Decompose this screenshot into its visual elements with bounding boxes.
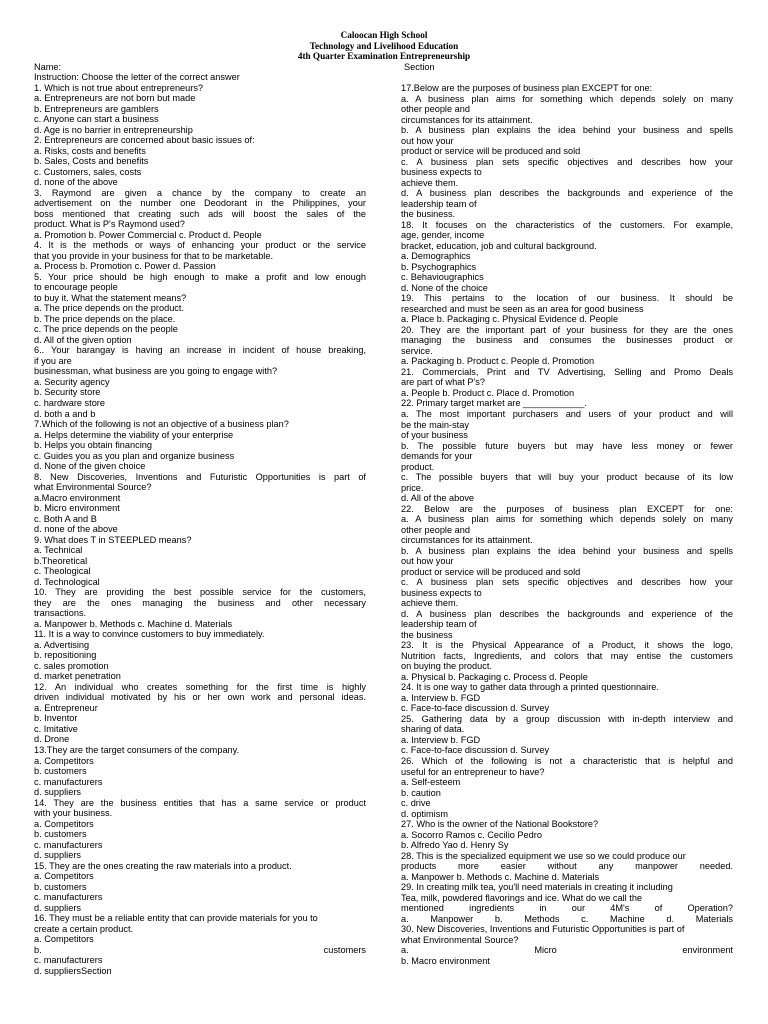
text-line: of your business bbox=[401, 430, 468, 441]
text-line: d. Drone bbox=[34, 734, 70, 745]
text-line: c. A business plan sets specific objectives and describes how your bbox=[401, 156, 733, 167]
text-line: b. Micro environment bbox=[34, 503, 120, 514]
text-line: b. Psychographics bbox=[401, 261, 477, 272]
text-line: 15. They are the ones creating the raw materials into a product. bbox=[34, 860, 292, 871]
text-line: 29. In creating milk tea, you'll need materials in creating it including bbox=[401, 882, 673, 893]
text-line: 17.Below are the purposes of business plan EXCEPT for one: bbox=[401, 83, 653, 93]
text-line: Instruction: Choose the letter of the correct answer bbox=[34, 72, 240, 82]
text-line: 6.. Your barangay is having an increase in incident of house breaking, bbox=[34, 345, 366, 356]
text-line: a. Manpower b. Methods c. Machine d. Materials bbox=[401, 913, 733, 924]
text-line: d. A business plan describes the backgrounds and experience of the bbox=[401, 188, 733, 199]
text-line: 5. Your price should be high enough to make a profit and low enough bbox=[34, 271, 366, 282]
text-line: 3. Raymond are given a chance by the company to create an bbox=[34, 187, 366, 198]
text-line: c. manufacturers bbox=[34, 955, 103, 966]
text-line: to buy it. What the statement means? bbox=[34, 292, 187, 303]
text-line: a. Interview b. FGD bbox=[401, 734, 481, 745]
text-line: products more easier without any manpower needed. bbox=[401, 861, 733, 872]
text-line: 2. Entrepreneurs are concerned about basic issues of: bbox=[34, 135, 255, 146]
text-line: product or service will be produced and sold bbox=[401, 146, 581, 157]
text-line: 7.Which of the following is not an objective of a business plan? bbox=[34, 419, 289, 430]
text-line: a. Process b. Promotion c. Power d. Passion bbox=[34, 261, 216, 272]
text-line: 20. They are the important part of your business for they are the ones bbox=[401, 324, 733, 335]
text-line: c. manufacturers bbox=[34, 776, 103, 787]
text-line: c. Imitative bbox=[34, 723, 78, 734]
text-line: a. Packaging b. Product c. People d. Promotion bbox=[401, 356, 595, 367]
text-line: a. Socorro Ramos c. Cecilio Pedro bbox=[401, 829, 542, 840]
name-label: Name: bbox=[34, 62, 62, 72]
text-line: useful for an entrepreneur to have? bbox=[401, 766, 545, 777]
text-line: product. bbox=[401, 461, 435, 472]
subject-title: Technology and Livelihood Education bbox=[309, 40, 459, 51]
school-name: Caloocan High School bbox=[340, 30, 428, 40]
text-line: b. The possible future buyers but may have less money or fewer bbox=[401, 440, 733, 451]
text-line: the business. bbox=[401, 209, 456, 220]
text-line: demands for your bbox=[401, 451, 473, 462]
text-line: to encourage people bbox=[34, 282, 118, 293]
text-line: a. Competitors bbox=[34, 934, 94, 945]
text-line: b. Entrepreneurs are gamblers bbox=[34, 103, 159, 114]
text-line: 10. They are providing the best possible service for the customers, bbox=[34, 587, 366, 598]
text-line: 26. Which of the following is not a characteristic that is helpful and bbox=[401, 756, 733, 766]
text-line: service. bbox=[401, 345, 433, 356]
text-line: boss mentioned that creating such ads will boost the sales of the bbox=[34, 208, 366, 219]
text-line: c. Customers, sales, costs bbox=[34, 166, 142, 177]
text-line: a. Physical b. Packaging c. Process d. People bbox=[401, 671, 588, 682]
text-line: d. market penetration bbox=[34, 671, 121, 682]
text-line: c. Both A and B bbox=[34, 513, 97, 524]
text-line: Nutrition facts, Ingredients, and colors that may entise the customers bbox=[401, 650, 733, 661]
text-line: a. A business plan aims for something which depends solely on many bbox=[401, 93, 733, 104]
text-line: create a certain product. bbox=[34, 923, 134, 934]
text-line: d. suppliersSection bbox=[34, 965, 112, 976]
text-line: a. A business plan aims for something which depends solely on many bbox=[401, 514, 733, 525]
text-line: b.Theoretical bbox=[34, 555, 88, 566]
text-line: 27. Who is the owner of the National Bookstore? bbox=[401, 819, 599, 830]
text-line: a. Advertising bbox=[34, 639, 90, 650]
text-line: a. Entrepreneur bbox=[34, 702, 98, 713]
text-line: a. Manpower b. Methods c. Machine d. Materials bbox=[34, 618, 233, 629]
text-line: d. None of the given choice bbox=[34, 461, 146, 472]
text-line: achieve them. bbox=[401, 598, 459, 609]
text-line: 30. New Discoveries, Inventions and Futuristic Opportunities is part of bbox=[401, 924, 685, 935]
text-line: out how your bbox=[401, 135, 454, 146]
text-line: a. Promotion b. Power Commercial c. Product d. People bbox=[34, 229, 262, 240]
text-line: product or service will be produced and sold bbox=[401, 566, 581, 577]
text-line: c. The possible buyers that will buy your product because of its low bbox=[401, 472, 733, 483]
text-line: 16. They must be a reliable entity that can provide materials for you to bbox=[34, 913, 318, 924]
text-line: c. Theological bbox=[34, 566, 91, 577]
text-line: d. All of the above bbox=[401, 493, 475, 504]
text-line: a. Demographics bbox=[401, 251, 471, 262]
text-line: what Environmental Source? bbox=[401, 934, 519, 945]
text-line: transactions. bbox=[34, 608, 87, 619]
text-line: b. Security store bbox=[34, 387, 101, 398]
text-line: 25. Gathering data by a group discussion with in-depth interview and bbox=[401, 713, 733, 724]
text-line: price. bbox=[401, 482, 424, 493]
text-line: b. The price depends on the place. bbox=[34, 313, 176, 324]
text-line: d. optimism bbox=[401, 808, 448, 819]
text-line: 11. It is a way to convince customers to buy immediately. bbox=[34, 629, 265, 640]
text-line: c. Face-to-face discussion d. Survey bbox=[401, 745, 550, 756]
text-line: d. suppliers bbox=[34, 850, 81, 861]
text-line: circumstances for its attainment. bbox=[401, 114, 533, 125]
text-line: 24. It is one way to gather data through a printed questionnaire. bbox=[401, 682, 659, 693]
text-line: managing the business and consumes the businesses product or bbox=[401, 335, 733, 346]
text-line: 9. What does T in STEEPLED means? bbox=[34, 534, 192, 545]
text-line: a. The most important purchasers and users of your product and will bbox=[401, 408, 733, 419]
text-line: c. Behaviougraphics bbox=[401, 272, 484, 283]
text-line: b. A business plan explains the idea behind your business and spells bbox=[401, 125, 733, 136]
text-line: d. Technological bbox=[34, 576, 100, 587]
text-line: a. Competitors bbox=[34, 818, 94, 829]
text-line: sharing of data. bbox=[401, 724, 465, 735]
text-line: c. hardware store bbox=[34, 397, 105, 408]
left-column bbox=[34, 72, 366, 976]
text-line: d. None of the choice bbox=[401, 282, 488, 293]
text-line: driven individual motivated by his or her own work and personal ideas. bbox=[34, 692, 366, 703]
text-line: 14. They are the business entities that has a same service or product bbox=[34, 797, 366, 808]
text-line: a.Macro environment bbox=[34, 492, 121, 503]
text-line: d. A business plan describes the backgrounds and experience of the bbox=[401, 608, 733, 619]
text-line: businessman, what business are you going to engage with? bbox=[34, 366, 278, 377]
text-line: what Environmental Source? bbox=[34, 482, 152, 493]
text-line: mentioned ingredients in our 4M's of Operation? bbox=[401, 903, 733, 914]
text-line: a. The price depends on the product. bbox=[34, 303, 184, 314]
text-line: b. Sales, Costs and benefits bbox=[34, 156, 149, 167]
text-line: 1. Which is not true about entrepreneurs? bbox=[34, 82, 204, 93]
text-line: 19. This pertains to the location of our business. It should be bbox=[401, 293, 733, 304]
text-line: b. Alfredo Yao d. Henry Sy bbox=[401, 840, 509, 851]
text-line: are part of what P's? bbox=[401, 377, 485, 388]
text-line: a. Risks, costs and benefits bbox=[34, 145, 146, 156]
text-line: a. Technical bbox=[34, 545, 83, 556]
text-line: c. drive bbox=[401, 798, 431, 809]
text-line: c. Guides you as you plan and organize business bbox=[34, 450, 235, 461]
text-line: a. Competitors bbox=[34, 871, 94, 882]
text-line: if you are bbox=[34, 355, 72, 366]
text-line: 23. It is the Physical Appearance of a Product, it shows the logo, bbox=[401, 640, 733, 651]
text-line: d. suppliers bbox=[34, 787, 81, 798]
text-line: 21. Commercials, Print and TV Advertising, Selling and Promo Deals bbox=[401, 366, 733, 377]
text-line: c. The price depends on the people bbox=[34, 324, 178, 335]
text-line: bracket, education, job and cultural background. bbox=[401, 240, 597, 251]
text-line: a. Entrepreneurs are not born but made bbox=[34, 93, 196, 104]
text-line: product. What is P's Raymond used? bbox=[34, 219, 185, 230]
text-line: a. Competitors bbox=[34, 755, 94, 766]
text-line: b. A business plan explains the idea behind your business and spells bbox=[401, 545, 733, 556]
text-line: c. Face-to-face discussion d. Survey bbox=[401, 703, 550, 714]
text-line: be the main-stay bbox=[401, 419, 469, 430]
text-line: Tea, milk, powdered flavorings and ice. What do we call the bbox=[401, 892, 643, 903]
text-line: other people and bbox=[401, 104, 470, 115]
text-line: a. People b. Product c. Place d. Promotion bbox=[401, 387, 575, 398]
text-line: d. both a and b bbox=[34, 408, 96, 419]
text-line: c. A business plan sets specific objectives and describes how your bbox=[401, 577, 733, 588]
text-line: b. Inventor bbox=[34, 713, 78, 724]
text-line: d. Age is no barrier in entrepreneurship bbox=[34, 124, 193, 135]
text-line: on buying the product. bbox=[401, 661, 492, 672]
exam-title: 4th Quarter Examination Entrepreneurship bbox=[297, 51, 471, 61]
text-line: advertisement on the number one Deodorant in the Philippines, your bbox=[34, 198, 366, 209]
text-line: 4. It is the methods or ways of enhancing your product or the service bbox=[34, 240, 366, 251]
text-line: other people and bbox=[401, 524, 470, 535]
text-line: c. manufacturers bbox=[34, 892, 103, 903]
text-line: with your business. bbox=[34, 808, 113, 819]
text-line: business expects to bbox=[401, 167, 482, 178]
text-line: a. Micro environment bbox=[401, 945, 733, 956]
text-line: out how your bbox=[401, 556, 454, 567]
text-line: circumstances for its attainment. bbox=[401, 535, 533, 546]
text-line: leadership team of bbox=[401, 198, 477, 209]
text-line: 8. New Discoveries, Inventions and Futuristic Opportunities is part of bbox=[34, 471, 366, 482]
text-line: c. manufacturers bbox=[34, 839, 103, 850]
text-line: they are the ones managing the business and other necessary bbox=[34, 597, 366, 608]
text-line: that you provide in your business for that to be marketable. bbox=[34, 250, 274, 261]
text-line: achieve them. bbox=[401, 177, 459, 188]
text-line: 22. Below are the purposes of business plan EXCEPT for one: bbox=[401, 503, 733, 514]
text-line: d. none of the above bbox=[34, 524, 118, 535]
text-line: age, gender, income bbox=[401, 230, 485, 241]
text-line: b. customers bbox=[34, 944, 366, 955]
text-line: business expects to bbox=[401, 587, 482, 598]
text-line: 22. Primary target market are ____________. bbox=[401, 398, 587, 409]
text-line: 28. This is the specialized equipment we use so we could produce our bbox=[401, 850, 686, 861]
text-line: b. customers bbox=[34, 829, 87, 840]
text-line: d. suppliers bbox=[34, 902, 81, 913]
text-line: a. Interview b. FGD bbox=[401, 692, 481, 703]
text-line: leadership team of bbox=[401, 619, 477, 630]
text-line: a. Manpower b. Methods c. Machine d. Materials bbox=[401, 871, 600, 882]
text-line: the business bbox=[401, 629, 453, 640]
text-line: c. sales promotion bbox=[34, 660, 109, 671]
text-line: 12. An individual who creates something for the first time is highly bbox=[34, 681, 366, 692]
text-line: b. caution bbox=[401, 787, 441, 798]
section-label: Section bbox=[404, 62, 435, 72]
text-line: 13.They are the target consumers of the company. bbox=[34, 745, 240, 755]
text-line: d. none of the above bbox=[34, 177, 118, 188]
text-line: d. All of the given option bbox=[34, 334, 132, 345]
text-line: a. Self-esteem bbox=[401, 777, 461, 788]
right-column bbox=[401, 83, 733, 966]
text-line: b. Macro environment bbox=[401, 955, 490, 966]
exam-header bbox=[0, 30, 768, 62]
text-line: b. Helps you obtain financing bbox=[34, 440, 152, 451]
text-line: a. Place b. Packaging c. Physical Evidence d. People bbox=[401, 314, 619, 325]
text-line: researched and must be seen as an area for good business bbox=[401, 303, 644, 314]
text-line: b. repositioning bbox=[34, 650, 97, 661]
text-line: b. customers bbox=[34, 881, 87, 892]
text-line: a. Helps determine the viability of your enterprise bbox=[34, 429, 234, 440]
text-line: a. Security agency bbox=[34, 376, 110, 387]
text-line: b. customers bbox=[34, 766, 87, 777]
text-line: 18. It focuses on the characteristics of the customers. For example, bbox=[401, 219, 733, 230]
text-line: c. Anyone can start a business bbox=[34, 114, 159, 125]
